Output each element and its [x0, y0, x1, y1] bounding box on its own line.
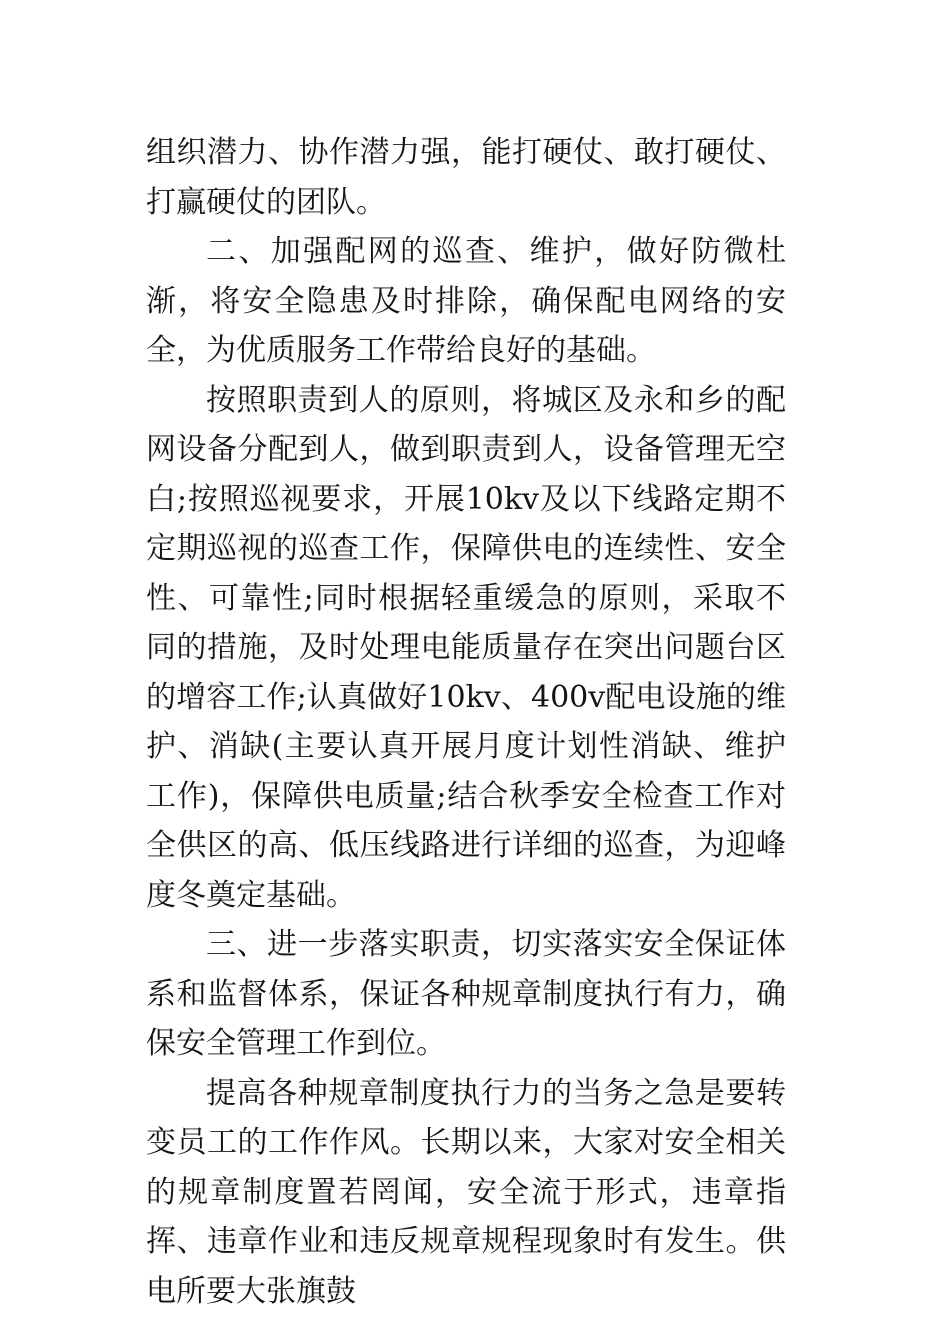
paragraph-execution: 提高各种规章制度执行力的当务之急是要转变员工的工作作风。长期以来，大家对安全相关的规章制度置若罔闻，安全流于形式，违章指挥、违章作业和违反规章规程现象时有发生。供电所要大张旗鼓	[146, 1075, 786, 1309]
paragraph-section-two: 二、加强配网的巡查、维护，做好防微杜渐，将安全隐患及时排除，确保配电网络的安全，为优质服务工作带给良好的基础。	[146, 234, 786, 368]
paragraph-continuation: 组织潜力、协作潜力强，能打硬仗、敢打硬仗、打赢硬仗的团队。	[146, 135, 786, 220]
paragraph-section-three: 三、进一步落实职责，切实落实安全保证体系和监督体系，保证各种规章制度执行有力，确保安全管理工作到位。	[146, 927, 786, 1061]
paragraph-responsibility: 按照职责到人的原则，将城区及永和乡的配网设备分配到人，做到职责到人，设备管理无空白;按照巡视要求，开展10kv及以下线路定期不定期巡视的巡查工作，保障供电的连续性、安全性、可靠性;同时根据轻重缓急的原则，采取不同的措施，及时处理电能质量存在突出问题台区的增容工作;认真做好10kv、400v配电设施的维护、消缺(主要认真开展月度计划性消缺、维护工作)，保障供电质量;结合秋季安全检查工作对全供区的高、低压线路进行详细的巡查，为迎峰度冬奠定基础。	[146, 382, 786, 913]
document-page	[146, 128, 786, 1316]
